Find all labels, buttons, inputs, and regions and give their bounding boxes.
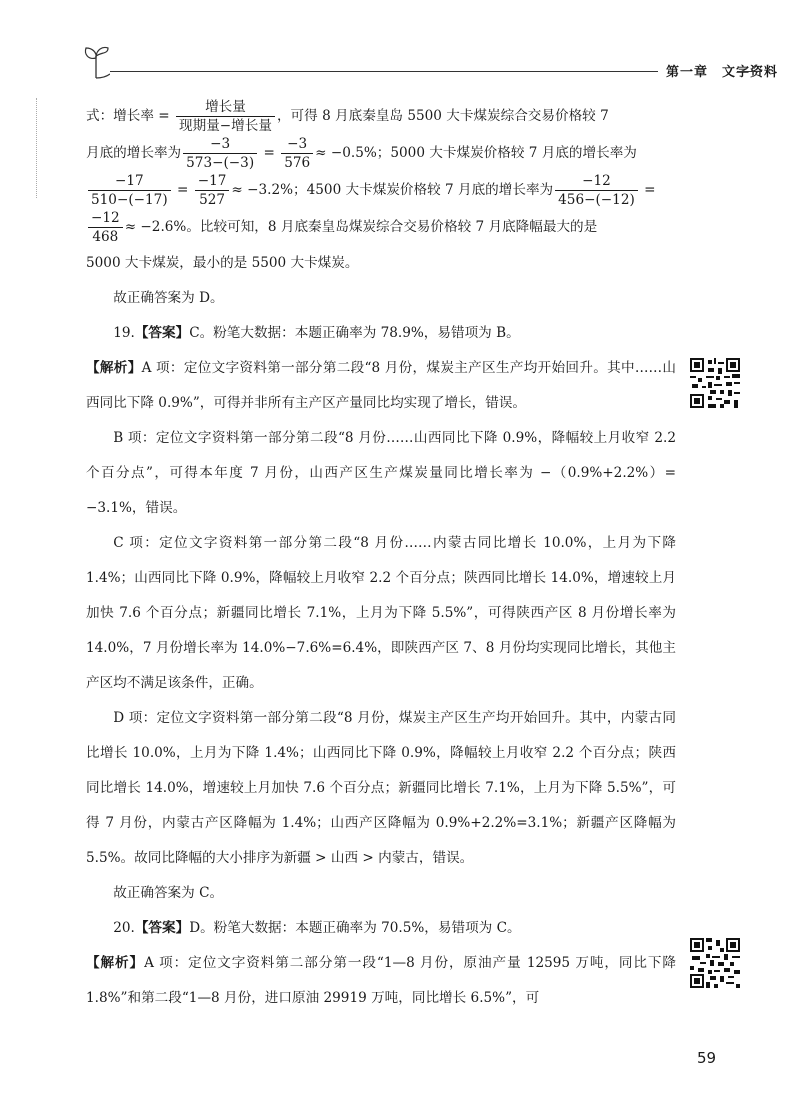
q19-analysis-b: B 项：定位文字资料第一部分第二段“8 月份……山西同比下降 0.9%，降幅较上月收窄 2.2 个百分点”，可得本年度 7 月份，山西产区生产煤炭量同比增长率为 −（0.9%+2.2%）= −3.1%，错误。 <box>86 430 676 516</box>
option-a-analysis: A 项：定位文字资料第二部分第一段“1—8 月份，原油产量 12595 万吨，同比下降 1.8%”和第二段“1—8 月份，进口原油 29919 万吨，同比增长 6.5%”，可 <box>86 955 677 1006</box>
option-a-analysis: A 项：定位文字资料第一部分第二段“8 月份，煤炭主产区生产均开始回升。其中……山西同比下降 0.9%”，可得并非所有主产区产量同比均实现了增长，错误。 <box>86 360 676 411</box>
q19-analysis-d: D 项：定位文字资料第一部分第二段“8 月份，煤炭主产区生产均开始回升。其中，内蒙古同比增长 10.0%，上月为下降 1.4%；山西同比下降 0.9%，降幅较上月收窄 2.2 个百分点；陕西同比增长 14.0%，增速较上月加快 7.6 个百分点；新疆同比增长 7.1%，上月为下降 5.5%”，可得 7 月份，内蒙古产区降幅为 1.4%；山西产区降幅为 0.9%+2.2%=3.1%；新疆产区降幅为 5.5%。故同比降幅的大小排序为新疆 > 山西 > 内蒙古，错误。 <box>86 710 676 866</box>
page-number: 59 <box>697 1049 717 1067</box>
q20-analysis-a <box>86 946 676 1016</box>
formula-prefix: 式：增长率 = <box>86 108 175 124</box>
fraction-numerator: −17 <box>195 172 230 191</box>
fraction <box>281 135 313 172</box>
sprout-icon <box>82 44 110 80</box>
intro-line-3: $\frac{-17}{510-(-17)}$ = $\frac{-17}{527}$ ≈ −3.2%；4500 大卡煤炭价格较 7 月底的增长率为 $\frac{-12}{456-(-12)}$ = <box>86 172 676 209</box>
chapter-title: 第一章 文字资料 <box>666 65 779 80</box>
page-body <box>86 98 676 1016</box>
intro-text: ≈ −2.6%。比较可知，8 月底秦皇岛煤炭综合交易价格较 7 月底降幅最大的是 <box>124 219 598 235</box>
q18-conclusion: 故正确答案为 D。 <box>113 290 224 306</box>
fraction-denominator: 573−(−3) <box>186 155 255 171</box>
fraction <box>88 172 171 209</box>
answer-tag: 【答案】 <box>134 920 190 936</box>
q19-analysis-c: C 项：定位文字资料第一部分第二段“8 月份……内蒙古同比增长 10.0%，上月为下降 1.4%；山西同比下降 0.9%，降幅较上月收窄 2.2 个百分点；陕西同比增长 14.0%，增速较上月加快 7.6 个百分点；新疆同比增长 7.1%，上月为下降 5.5%”，可得陕西产区 8 月份增长率为 14.0%，7 月份增长率为 14.0%−7.6%=6.4%，即陕西产区 7、8 月份均实现同比增长，其他主产区均不满足该条件，正确。 <box>86 535 676 691</box>
header-rule <box>110 71 658 72</box>
intro-text: ≈ −3.2%；4500 大卡煤炭价格较 7 月底的增长率为 <box>231 182 554 198</box>
page-header <box>82 42 779 82</box>
qr-code-icon[interactable] <box>690 358 740 408</box>
growth-rate-formula <box>176 98 275 135</box>
fraction-denominator: 527 <box>199 192 226 208</box>
question-number: 20. <box>113 920 135 936</box>
answer-text: D。粉笔大数据：本题正确率为 70.5%，易错项为 C。 <box>189 920 521 936</box>
analysis-tag: 【解析】 <box>86 360 142 376</box>
fraction <box>183 135 257 172</box>
question-number: 19. <box>113 325 135 341</box>
header-rule-end <box>737 71 762 72</box>
fraction-numerator: −12 <box>88 209 123 228</box>
fraction-denominator: 456−(−12) <box>558 192 635 208</box>
intro-text: ，可得 8 月底秦皇岛 5500 大卡煤炭综合交易价格较 7 <box>276 108 609 124</box>
q19-analysis-a <box>86 351 676 421</box>
intro-text: 月底的增长率为 <box>86 145 182 161</box>
fraction-numerator: −3 <box>183 135 257 154</box>
fraction <box>88 209 123 246</box>
analysis-tag: 【解析】 <box>86 955 145 971</box>
intro-line-4 <box>86 209 676 246</box>
margin-guide <box>36 98 37 198</box>
fraction-denominator: 510−(−17) <box>91 192 168 208</box>
intro-line-5: 5000 大卡煤炭，最小的是 5500 大卡煤炭。 <box>86 255 359 271</box>
answer-tag: 【答案】 <box>134 325 190 341</box>
fraction <box>195 172 230 209</box>
fraction-numerator: −17 <box>88 172 171 191</box>
q20-answer <box>86 911 676 946</box>
answer-text: C。粉笔大数据：本题正确率为 78.9%，易错项为 B。 <box>189 325 520 341</box>
fraction-denominator: 576 <box>284 155 311 171</box>
intro-line-2: 月底的增长率为 $\frac{-3}{573-(-3)}$ = $\frac{-3}{576}$ ≈ −0.5%；5000 大卡煤炭价格较 7 月底的增长率为 <box>86 136 637 171</box>
fraction-numerator: −12 <box>555 172 638 191</box>
q19-conclusion: 故正确答案为 C。 <box>113 885 224 901</box>
fraction <box>555 172 638 209</box>
qr-code-icon[interactable] <box>690 938 740 988</box>
intro-text: ≈ −0.5%；5000 大卡煤炭价格较 7 月底的增长率为 <box>315 145 637 161</box>
q19-answer <box>86 316 676 351</box>
intro-line-1 <box>86 98 676 135</box>
fraction-denominator: 468 <box>92 229 119 245</box>
formula-denominator: 现期量−增长量 <box>179 118 272 134</box>
formula-numerator: 增长量 <box>176 98 275 117</box>
fraction-numerator: −3 <box>281 135 313 154</box>
